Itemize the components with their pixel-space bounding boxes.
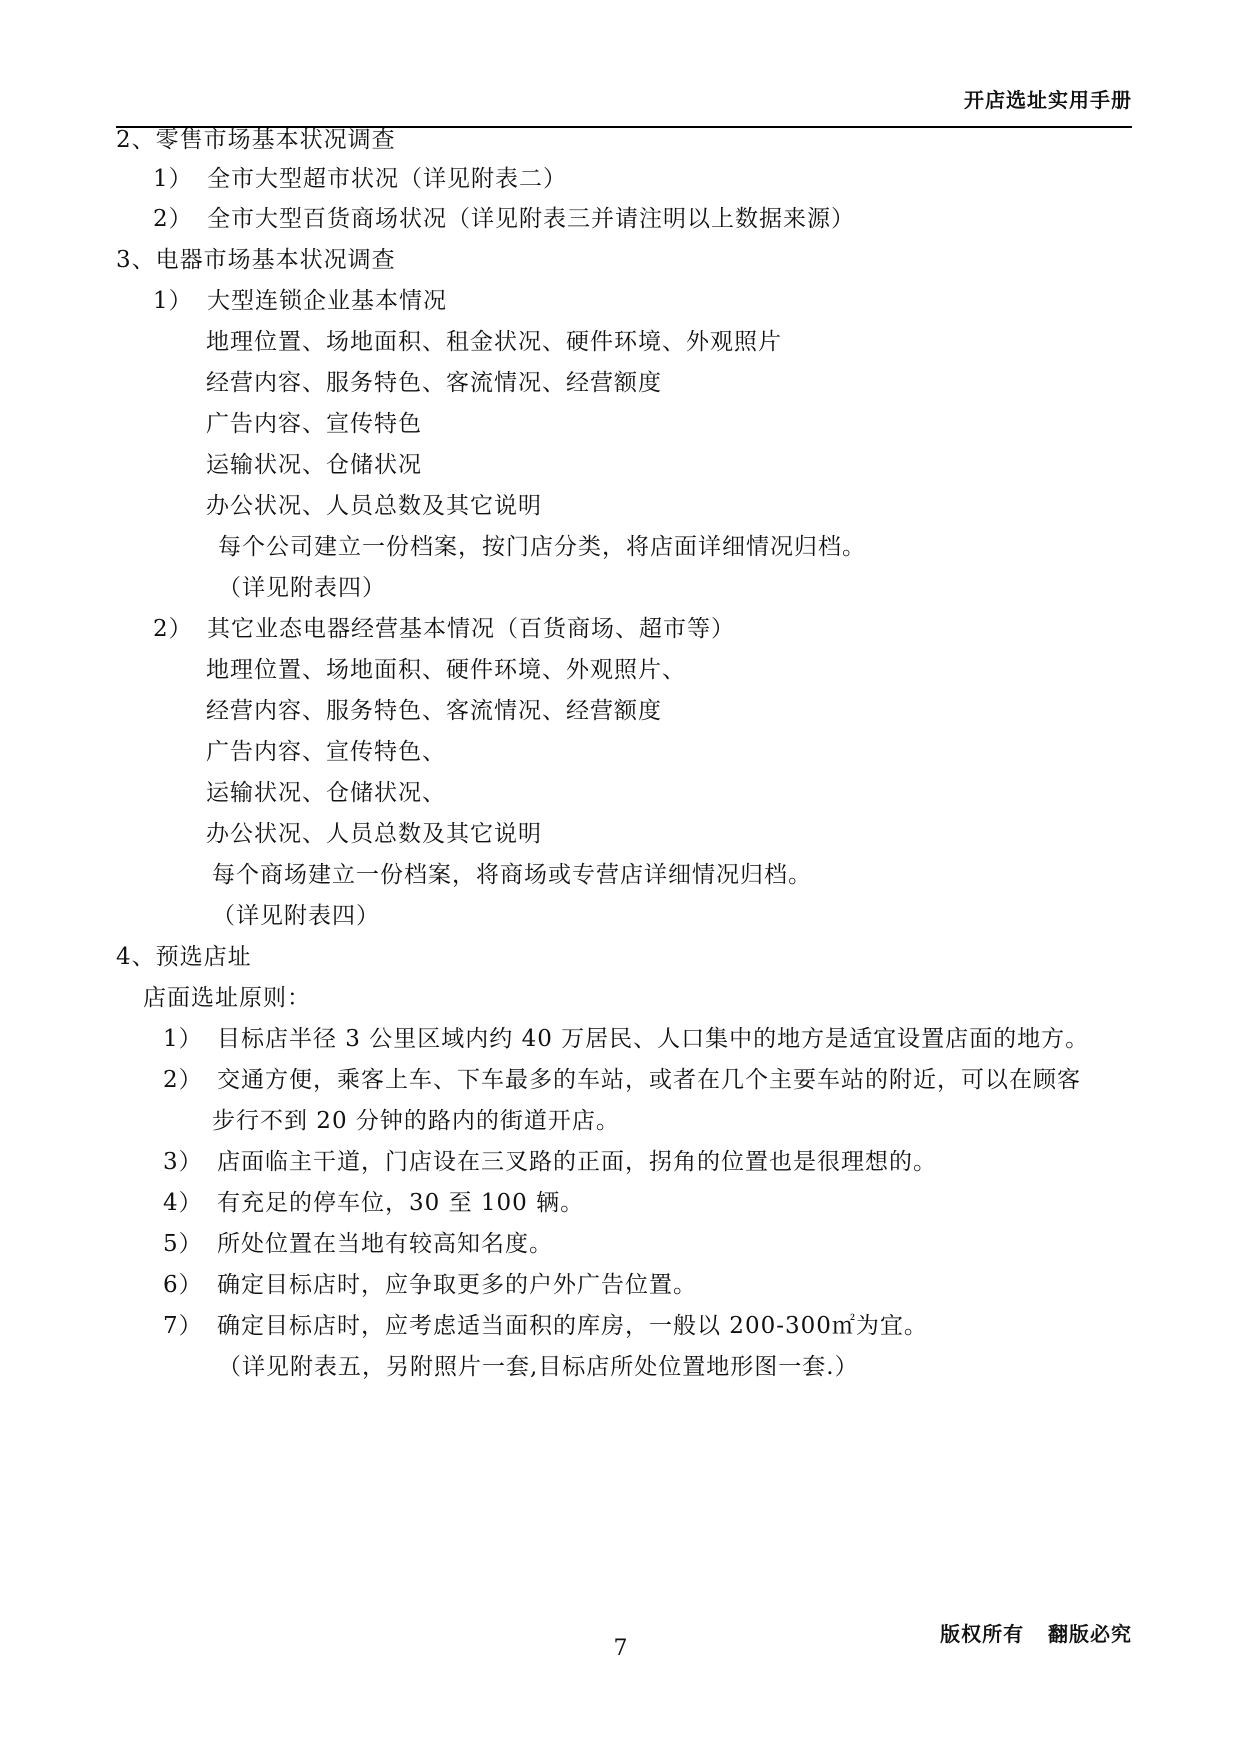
line-text: 确定目标店时，应争取更多的户外广告位置。 [217, 1272, 697, 1298]
list-number: 1） [163, 1026, 203, 1052]
line-text: 地理位置、场地面积、租金状况、硬件环境、外观照片 [206, 329, 782, 355]
line-text: 广告内容、宣传特色、 [206, 739, 446, 765]
text-line [206, 368, 662, 398]
list-number: 7） [163, 1313, 203, 1339]
list-number: 1） [153, 288, 193, 314]
line-text: 4、预选店址 [116, 944, 252, 970]
text-line [153, 204, 855, 234]
line-text: 每个商场建立一份档案，将商场或专营店详细情况归档。 [212, 862, 812, 888]
text-line [206, 327, 782, 357]
text-line [206, 450, 422, 480]
line-text: 3、电器市场基本状况调查 [116, 247, 396, 273]
text-line [206, 778, 446, 808]
text-line [206, 737, 446, 767]
text-line [163, 1229, 553, 1259]
list-number: 1） [153, 166, 193, 192]
line-text: 确定目标店时，应考虑适当面积的库房，一般以 200-300㎡为宜。 [217, 1313, 928, 1339]
text-line [163, 1188, 584, 1218]
text-line [206, 491, 542, 521]
line-text: 交通方便，乘客上车、下车最多的车站，或者在几个主要车站的附近，可以在顾客 [217, 1067, 1081, 1093]
text-line [163, 1311, 928, 1341]
text-line [163, 1147, 937, 1177]
text-line [143, 983, 311, 1013]
line-text: 办公状况、人员总数及其它说明 [206, 493, 542, 519]
line-text: 运输状况、仓储状况 [206, 452, 422, 478]
line-text: 运输状况、仓储状况、 [206, 780, 446, 806]
text-line [116, 125, 396, 155]
line-text: 经营内容、服务特色、客流情况、经营额度 [206, 698, 662, 724]
text-line [206, 696, 662, 726]
text-line [116, 245, 396, 275]
text-line [116, 942, 252, 972]
line-text: （详见附表四） [212, 903, 380, 929]
copyright-notice: 版权所有 翻版必究 [940, 1622, 1132, 1646]
text-line [212, 860, 812, 890]
text-line [163, 1270, 697, 1300]
text-line [218, 573, 386, 603]
list-number: 4） [163, 1190, 203, 1216]
line-text: 有充足的停车位，30 至 100 辆。 [217, 1190, 585, 1216]
text-line [153, 614, 735, 644]
line-text: 大型连锁企业基本情况 [207, 288, 447, 314]
line-text: 店面临主干道，门店设在三叉路的正面，拐角的位置也是很理想的。 [217, 1149, 937, 1175]
line-text: 目标店半径 3 公里区域内约 40 万居民、人口集中的地方是适宜设置店面的地方。 [217, 1026, 1090, 1052]
list-number: 2） [153, 206, 193, 232]
line-text: 2、零售市场基本状况调查 [116, 127, 396, 153]
page-number: 7 [613, 1636, 628, 1661]
text-line [212, 1106, 620, 1136]
line-text: 经营内容、服务特色、客流情况、经营额度 [206, 370, 662, 396]
text-line [218, 1352, 859, 1382]
line-text: 步行不到 20 分钟的路内的街道开店。 [212, 1108, 620, 1134]
text-line [206, 819, 542, 849]
text-line [153, 164, 567, 194]
list-number: 3） [163, 1149, 203, 1175]
line-text: 每个公司建立一份档案，按门店分类，将店面详细情况归档。 [218, 534, 866, 560]
text-line [163, 1024, 1089, 1054]
list-number: 5） [163, 1231, 203, 1257]
page-header [116, 84, 1132, 128]
line-text: 地理位置、场地面积、硬件环境、外观照片、 [206, 657, 686, 683]
text-line [153, 286, 447, 316]
line-text: 店面选址原则： [143, 985, 311, 1011]
line-text: （详见附表四） [218, 575, 386, 601]
line-text: 全市大型百货商场状况（详见附表三并请注明以上数据来源） [207, 206, 855, 232]
list-number: 2） [153, 616, 193, 642]
line-text: （详见附表五，另附照片一套,目标店所处位置地形图一套.） [218, 1354, 859, 1380]
text-line [163, 1065, 1081, 1095]
list-number: 6） [163, 1272, 203, 1298]
header-title: 开店选址实用手册 [964, 88, 1132, 112]
line-text: 所处位置在当地有较高知名度。 [217, 1231, 553, 1257]
text-line [206, 655, 686, 685]
line-text: 办公状况、人员总数及其它说明 [206, 821, 542, 847]
line-text: 广告内容、宣传特色 [206, 411, 422, 437]
line-text: 其它业态电器经营基本情况（百货商场、超市等） [207, 616, 735, 642]
text-line [218, 532, 866, 562]
text-line [212, 901, 380, 931]
text-line [206, 409, 422, 439]
line-text: 全市大型超市状况（详见附表二） [207, 166, 567, 192]
list-number: 2） [163, 1067, 203, 1093]
